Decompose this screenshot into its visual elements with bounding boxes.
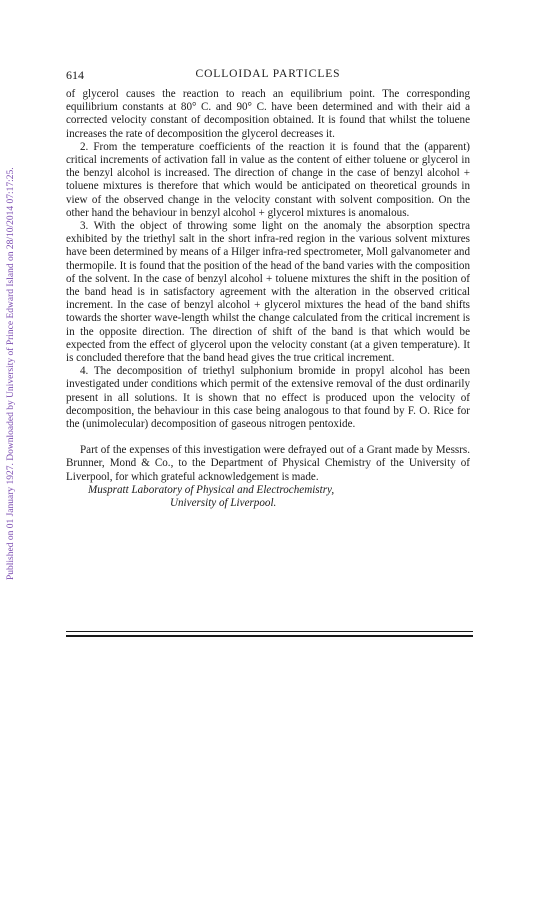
page-header: [66, 68, 470, 84]
page-number: 614: [66, 68, 84, 82]
end-rule-thick: [66, 635, 473, 637]
acknowledgement-paragraph: Part of the expenses of this investigation were defrayed out of a Grant made by Messrs. Brunner, Mond & Co., to the Department of Physical Chemistry of the University of Liverpool, for which grateful acknowledgement is made.: [66, 444, 470, 483]
end-rule-thin: [66, 631, 473, 632]
paragraph-point-2: 2. From the temperature coefficients of the reaction it is found that the (apparent) critical increments of activation fall in value as the content of either toluene or glycerol in the benzyl alcohol is increased. The direction of change in the case of benzyl alcohol + toluene mixtures is therefore that which would be anticipated on theoretical grounds in view of the observed change in the velocity constant with solvent composition. On the other hand the behaviour in benzyl alcohol + glycerol mixtures is anomalous.: [66, 140, 470, 219]
running-title: COLLOIDAL PARTICLES: [195, 68, 341, 80]
paragraph-point-3: 3. With the object of throwing some light on the anomaly the absorption spectra exhibited by the triethyl salt in the short infra-red region in the various solvent mixtures have been determined by means of a Hilger infra-red spectrometer, Moll galvanometer and thermopile. It is found that the position of the head of the band varies with the composition of the solvent. In the case of benzyl alcohol + toluene mixtures the shift in the position of the band head is in satisfactory agreement with the alteration in the observed critical increment. In the case of benzyl alcohol + glycerol mixtures the head of the band shifts towards the shorter wave-length whilst the change calculated from the critical increment is in the opposite direction. The direction of shift of the band is that which would be expected from the effect of glycerol upon the velocity constant (at a given temperature). It is concluded therefore that the band head gives the true critical increment.: [66, 220, 470, 365]
affiliation-line-2: University of Liverpool.: [170, 497, 277, 510]
paragraph-point-4: 4. The decomposition of triethyl sulphonium bromide in propyl alcohol has been investigated under conditions which permit of the extensive removal of the dust ordinarily present in all solutions. It is shown that no effect is produced upon the velocity of decomposition, the behaviour in this case being analogous to that found by F. O. Rice for the (unimolecular) decomposition of gaseous nitrogen pentoxide.: [66, 365, 470, 431]
affiliation-line-1: Muspratt Laboratory of Physical and Electrochemistry,: [88, 483, 335, 496]
article-body: [66, 88, 470, 510]
paragraph-continuation: of glycerol causes the reaction to reach an equilibrium point. The corresponding equilibrium constants at 80° C. and 90° C. have been determined and with their aid a corrected velocity constant of decomposition obtained. It is found that whilst the toluene increases the rate of decomposition the glycerol decreases it.: [66, 88, 470, 140]
download-watermark: Published on 01 January 1927. Downloaded by University of Prince Edward Island on 28/10/2014 07:17:25.: [6, 167, 16, 580]
